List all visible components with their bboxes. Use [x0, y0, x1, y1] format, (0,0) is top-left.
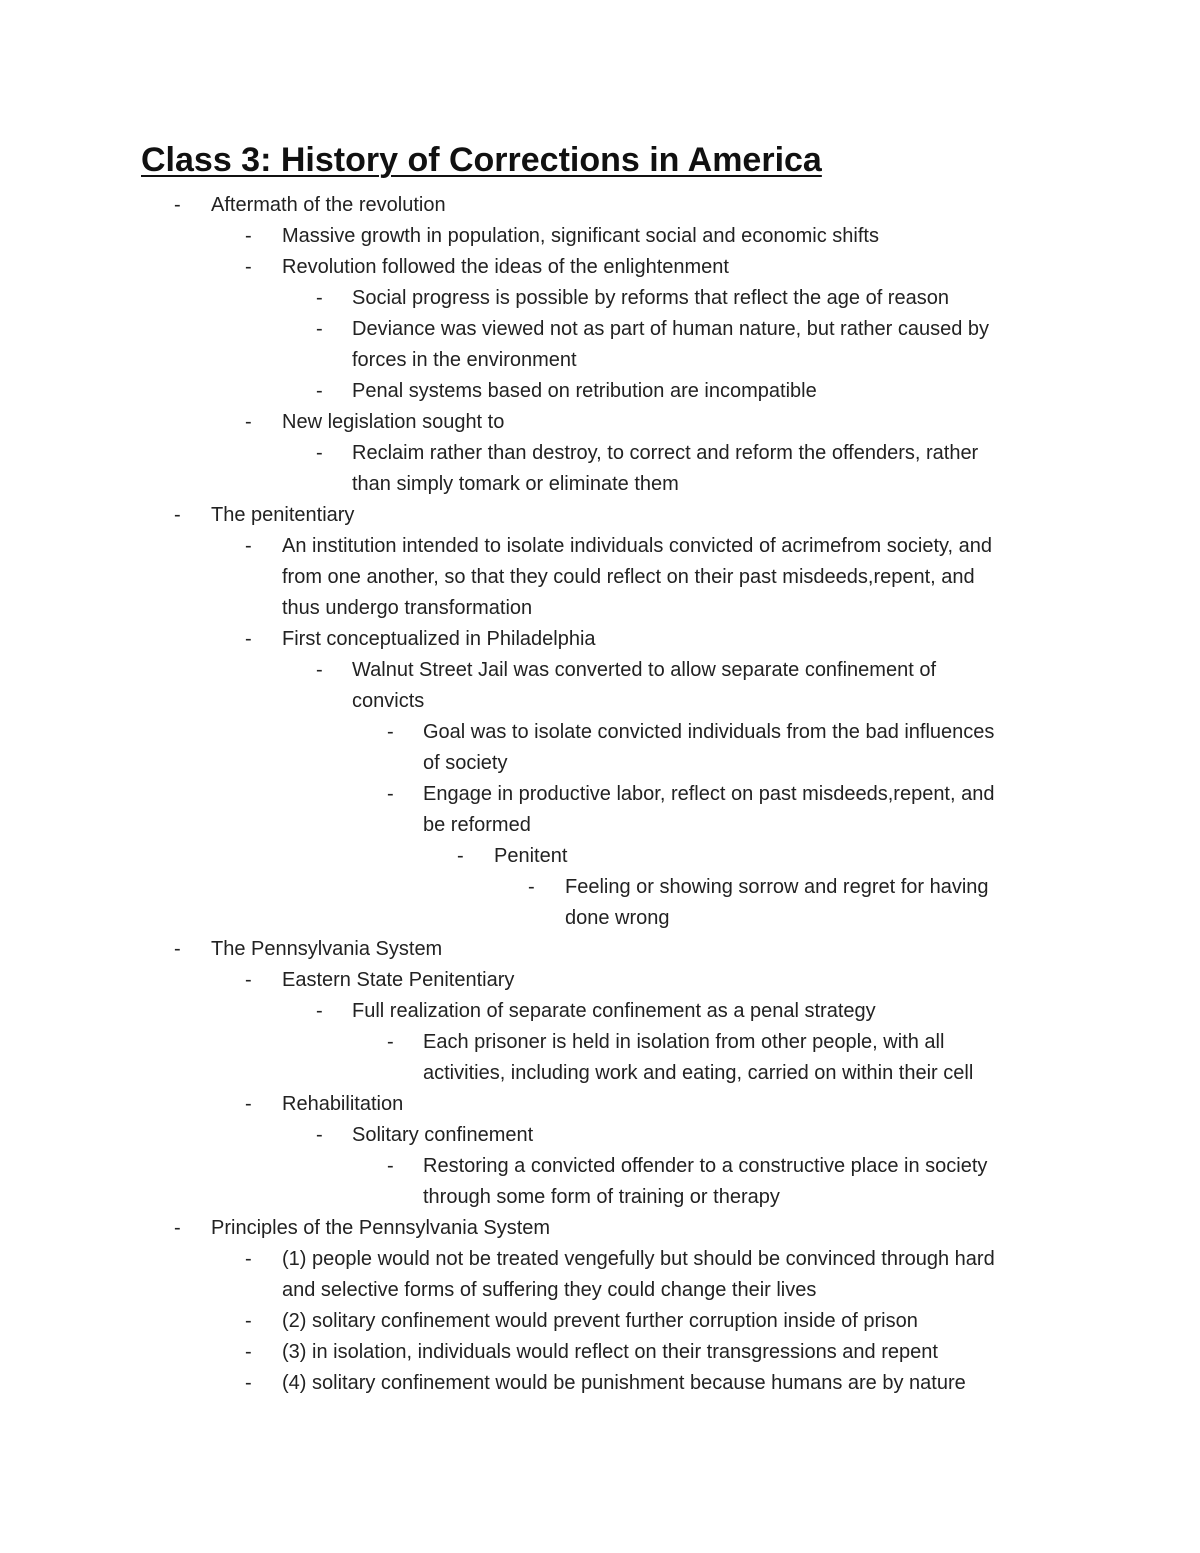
bullet-dash: - [316, 1124, 323, 1146]
bullet-dash: - [245, 256, 252, 278]
list-item [0, 717, 1200, 779]
list-item [0, 624, 1200, 655]
list-item [0, 934, 1200, 965]
list-item-line: (2) solitary confinement would prevent further corruption inside of prison [282, 1310, 918, 1332]
list-item-line: An institution intended to isolate individuals convicted of acrimefrom society, and [282, 535, 993, 557]
bullet-dash: - [174, 194, 181, 216]
bullet-dash: - [387, 721, 394, 743]
bullet-dash: - [245, 225, 252, 247]
bullet-dash: - [174, 1217, 181, 1239]
list-item-text [352, 438, 978, 500]
list-item-line: Walnut Street Jail was converted to allow separate confinement of [352, 659, 937, 681]
list-item-line: thus undergo transformation [282, 597, 533, 619]
bullet-dash: - [245, 1372, 252, 1394]
list-item-text [282, 531, 992, 624]
list-item-line: Reclaim rather than destroy, to correct and reform the offenders, rather [352, 442, 979, 464]
list-item-text [282, 221, 879, 252]
bullet-dash: - [245, 1310, 252, 1332]
list-item-line: (4) solitary confinement would be punishment because humans are by nature [282, 1372, 966, 1394]
list-item-line: through some form of training or therapy [423, 1186, 780, 1208]
list-item [0, 1306, 1200, 1337]
list-item-line: First conceptualized in Philadelphia [282, 628, 596, 650]
list-item-line: Restoring a convicted offender to a constructive place in society [423, 1155, 988, 1177]
list-item-text [282, 624, 596, 655]
bullet-dash: - [387, 783, 394, 805]
list-item-text [282, 1244, 995, 1306]
list-item-line: Full realization of separate confinement as a penal strategy [352, 1000, 876, 1022]
bullet-dash: - [245, 1341, 252, 1363]
list-item-line: Solitary confinement [352, 1124, 534, 1146]
list-item-text [565, 872, 989, 934]
bullet-dash: - [245, 535, 252, 557]
bullet-dash: - [245, 1248, 252, 1270]
list-item-line: Social progress is possible by reforms that reflect the age of reason [352, 287, 949, 309]
list-item-line: than simply tomark or eliminate them [352, 473, 679, 495]
list-item-text [282, 1368, 966, 1399]
list-item-text [423, 717, 994, 779]
list-item-line: activities, including work and eating, carried on within their cell [423, 1062, 974, 1084]
list-item [0, 872, 1200, 934]
list-item [0, 190, 1200, 221]
list-item-text [211, 934, 442, 965]
list-item-line: be reformed [423, 814, 531, 836]
list-item-line: New legislation sought to [282, 411, 505, 433]
list-item-line: Eastern State Penitentiary [282, 969, 515, 991]
bullet-dash: - [316, 1000, 323, 1022]
bullet-dash: - [387, 1155, 394, 1177]
bullet-dash: - [316, 287, 323, 309]
list-item-text [352, 283, 949, 314]
list-item [0, 1027, 1200, 1089]
list-item [0, 1213, 1200, 1244]
list-item [0, 376, 1200, 407]
bullet-dash: - [387, 1031, 394, 1053]
page-title: Class 3: History of Corrections in America [141, 141, 822, 179]
bullet-dash: - [316, 318, 323, 340]
list-item [0, 841, 1200, 872]
list-item [0, 1368, 1200, 1399]
list-item-line: The Pennsylvania System [211, 938, 443, 960]
list-item-text [211, 1213, 550, 1244]
list-item [0, 500, 1200, 531]
list-item-line: Deviance was viewed not as part of human nature, but rather caused by [352, 318, 990, 340]
list-item [0, 1244, 1200, 1306]
bullet-outline [0, 190, 1200, 1399]
list-item-text [282, 1337, 938, 1368]
list-item-text [282, 1089, 403, 1120]
list-item-text [211, 500, 354, 531]
list-item-line: (3) in isolation, individuals would reflect on their transgressions and repent [282, 1341, 938, 1363]
list-item [0, 1120, 1200, 1151]
list-item [0, 283, 1200, 314]
list-item-line: Goal was to isolate convicted individuals from the bad influences [423, 721, 995, 743]
list-item-line: Aftermath of the revolution [211, 194, 446, 216]
list-item [0, 252, 1200, 283]
list-item-line: of society [423, 752, 508, 774]
bullet-dash: - [457, 845, 464, 867]
list-item-line: and selective forms of suffering they could change their lives [282, 1279, 817, 1301]
list-item [0, 996, 1200, 1027]
list-item-text [352, 655, 936, 717]
list-item-text [423, 1027, 973, 1089]
list-item [0, 531, 1200, 624]
list-item-line: Penitent [494, 845, 568, 867]
bullet-dash: - [174, 504, 181, 526]
list-item-line: Penal systems based on retribution are incompatible [352, 380, 817, 402]
list-item-text [282, 407, 504, 438]
list-item [0, 1151, 1200, 1213]
list-item [0, 1337, 1200, 1368]
bullet-dash: - [316, 442, 323, 464]
list-item-text [282, 965, 514, 996]
list-item-line: Principles of the Pennsylvania System [211, 1217, 551, 1239]
list-item [0, 1089, 1200, 1120]
list-item-text [282, 252, 729, 283]
list-item-text [352, 376, 817, 407]
list-item [0, 314, 1200, 376]
bullet-dash: - [528, 876, 535, 898]
list-item-text [211, 190, 446, 221]
list-item [0, 655, 1200, 717]
list-item-line: forces in the environment [352, 349, 577, 371]
list-item-line: Engage in productive labor, reflect on past misdeeds,repent, and [423, 783, 995, 805]
list-item-line: done wrong [565, 907, 670, 929]
bullet-dash: - [174, 938, 181, 960]
list-item-text [423, 1151, 987, 1213]
list-item-line: Revolution followed the ideas of the enlightenment [282, 256, 729, 278]
list-item-text [494, 841, 567, 872]
list-item-line: convicts [352, 690, 425, 712]
bullet-dash: - [316, 380, 323, 402]
list-item-text [352, 1120, 533, 1151]
bullet-dash: - [245, 628, 252, 650]
list-item-line: (1) people would not be treated vengefully but should be convinced through hard [282, 1248, 995, 1270]
bullet-dash: - [245, 1093, 252, 1115]
list-item-text [352, 996, 876, 1027]
list-item-line: Each prisoner is held in isolation from other people, with all [423, 1031, 945, 1053]
list-item-text [352, 314, 989, 376]
list-item [0, 965, 1200, 996]
list-item [0, 407, 1200, 438]
list-item-line: from one another, so that they could reflect on their past misdeeds,repent, and [282, 566, 975, 588]
list-item-line: Feeling or showing sorrow and regret for having [565, 876, 989, 898]
list-item-line: Rehabilitation [282, 1093, 404, 1115]
bullet-dash: - [245, 411, 252, 433]
list-item [0, 221, 1200, 252]
list-item-text [282, 1306, 918, 1337]
list-item-line: Massive growth in population, significant social and economic shifts [282, 225, 879, 247]
list-item [0, 438, 1200, 500]
list-item [0, 779, 1200, 841]
list-item-text [423, 779, 994, 841]
bullet-dash: - [316, 659, 323, 681]
list-item-line: The penitentiary [211, 504, 355, 526]
bullet-dash: - [245, 969, 252, 991]
